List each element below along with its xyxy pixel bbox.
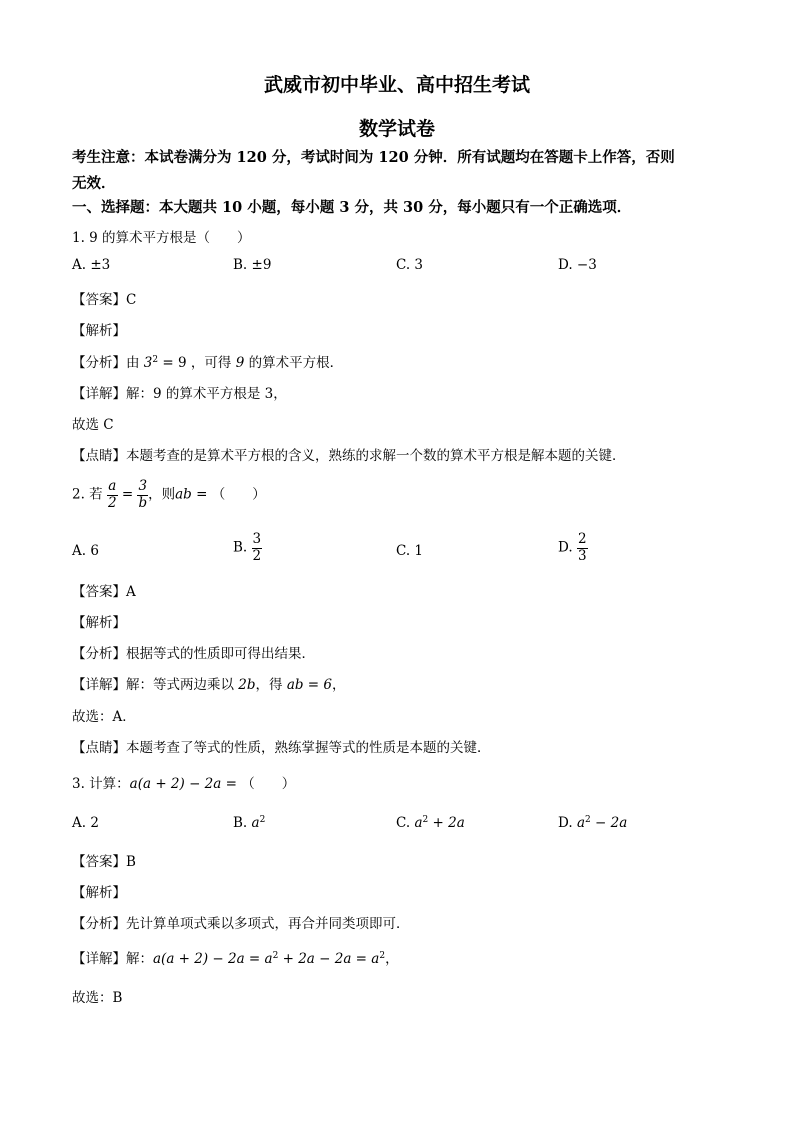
q1-option-d: D. −3 (558, 257, 597, 273)
q3-option-d (558, 815, 627, 831)
q1-analysis-exp: 2 (152, 355, 159, 365)
q2-stem (72, 480, 266, 510)
q1-answer-value: C (126, 292, 137, 308)
analysis-tag: 【分析】 (72, 916, 126, 932)
q3-option-d-exp: 2 (585, 815, 591, 825)
q2-stem-post: ，则 (148, 486, 176, 503)
q2-rhs-den: b (138, 494, 148, 511)
answer-tag: 【答案】 (72, 584, 126, 600)
q1-analysis-post: 的算术平方根． (244, 355, 344, 371)
q2-option-d-num: 2 (577, 531, 587, 547)
q3-option-c-rest: + 2a (428, 815, 465, 831)
q2-analysis (72, 642, 315, 662)
q3-detail-expr2: + 2a − 2a = a (278, 951, 380, 967)
q3-option-d-base: a (576, 815, 585, 831)
q1-solution-tag: 【解析】 (72, 323, 126, 339)
q3-detail-expr1: a(a + 2) − 2a = a (153, 951, 273, 967)
q2-solution-tag: 【解析】 (72, 615, 126, 631)
exam-subtitle: 数学试卷 (358, 118, 435, 140)
q3-option-d-rest: − 2a (590, 815, 628, 831)
q2-stem-pre: 2. 若 (72, 486, 103, 503)
q3-answer-value: B (126, 854, 136, 870)
q1-comment-text: 本题考查的是算术平方根的含义，熟练的求解一个数的算术平方根是解本题的关键． (126, 448, 626, 464)
q1-option-c: C. 3 (396, 257, 424, 273)
q3-answer (72, 850, 136, 870)
section-heading: 一、选择题：本大题共 10 小题，每小题 3 分，共 30 分，每小题只有一个正确选项． (72, 199, 632, 216)
q3-option-c-base: a (414, 815, 423, 831)
q1-analysis-base: 3 (143, 355, 153, 371)
q2-lhs-den: 2 (107, 494, 117, 511)
q2-option-a: A. 6 (72, 543, 99, 559)
q2-detail-factor: 2b (238, 677, 256, 693)
q1-conclusion: 故选 C (72, 417, 114, 433)
notice-line-1: 考生注意：本试卷满分为 120 分，考试时间为 120 分钟．所有试题均在答题卡上作答，否则 (72, 149, 675, 166)
q3-solution-tag: 【解析】 (72, 885, 126, 901)
q2-lhs-fraction (107, 480, 118, 510)
q1-option-b: B. ±9 (233, 257, 272, 273)
q1-comment (72, 444, 626, 464)
q3-option-b (233, 815, 265, 831)
q3-option-c-exp: 2 (422, 815, 429, 825)
q3-stem (72, 772, 295, 792)
q1-option-a: A. ±3 (72, 257, 111, 273)
detail-tag: 【详解】 (72, 386, 126, 402)
q2-option-d-den: 3 (577, 547, 587, 564)
analysis-tag: 【分析】 (72, 646, 126, 662)
q3-analysis (72, 912, 410, 932)
q3-option-b-exp: 2 (259, 815, 266, 825)
q2-detail-post: ， (332, 677, 346, 693)
q3-option-b-base: a (251, 815, 260, 831)
q3-detail-exp1: 2 (272, 951, 279, 961)
comment-tag: 【点睛】 (72, 448, 126, 464)
q2-option-b-label: B. (233, 539, 248, 556)
q3-detail-pre: 解： (126, 951, 153, 967)
q2-option-b-fraction (252, 533, 263, 563)
q2-conclusion: 故选：A． (72, 709, 136, 725)
q2-stem-var: ab (175, 486, 192, 503)
detail-tag: 【详解】 (72, 951, 126, 967)
q3-detail-post: ， (385, 951, 399, 967)
q3-stem-expr: a(a + 2) − 2a (129, 776, 222, 792)
q2-option-d-label: D. (558, 539, 573, 556)
q3-conclusion: 故选：B (72, 990, 123, 1006)
q2-option-b (233, 533, 262, 563)
q3-stem-end: = （ ） (221, 776, 296, 792)
detail-tag: 【详解】 (72, 677, 126, 693)
answer-tag: 【答案】 (72, 292, 126, 308)
q2-answer (72, 580, 136, 600)
q2-option-c: C. 1 (396, 543, 424, 559)
q1-detail (72, 382, 287, 402)
q2-option-b-den: 2 (252, 547, 262, 564)
q2-option-d (558, 533, 588, 563)
q3-option-d-label: D. (558, 815, 573, 831)
q2-rhs-num: 3 (138, 478, 148, 494)
analysis-tag: 【分析】 (72, 355, 126, 371)
q1-stem: 1. 9 的算术平方根是（ ） (72, 230, 251, 246)
q2-option-d-fraction (577, 533, 588, 563)
q3-option-c (396, 815, 465, 831)
comment-tag: 【点睛】 (72, 740, 126, 756)
q3-option-a: A. 2 (72, 815, 99, 831)
notice-line-2: 无效． (72, 175, 116, 192)
q1-analysis-text: 由 (126, 355, 144, 371)
exam-title: 武威市初中毕业、高中招生考试 (263, 74, 530, 96)
q1-analysis (72, 351, 343, 371)
q2-lhs-num: a (108, 478, 117, 494)
q2-analysis-text: 根据等式的性质即可得出结果． (126, 646, 315, 662)
q2-detail-mid: ，得 (255, 677, 287, 693)
q2-detail-expr: ab = 6 (286, 677, 333, 693)
q2-comment-text: 本题考查了等式的性质，熟练掌握等式的性质是本题的关键． (126, 740, 491, 756)
q3-option-c-label: C. (396, 815, 411, 831)
q3-detail-exp2: 2 (379, 951, 386, 961)
q2-rhs-fraction (137, 480, 148, 510)
q2-answer-value: A (126, 584, 136, 600)
q3-detail (72, 947, 399, 967)
q1-detail-text: 解：9 的算术平方根是 3， (126, 386, 287, 402)
q3-option-b-label: B. (233, 815, 248, 831)
answer-tag: 【答案】 (72, 854, 126, 870)
q1-answer (72, 288, 136, 308)
q2-comment (72, 736, 491, 756)
q2-option-b-num: 3 (252, 531, 262, 547)
q1-analysis-mid: = 9 ，可得 (158, 355, 236, 371)
q2-detail (72, 673, 346, 693)
q3-stem-pre: 3. 计算： (72, 776, 130, 792)
q2-stem-end: = （ ） (191, 486, 266, 503)
q1-analysis-num: 9 (235, 355, 245, 371)
q2-detail-pre: 解：等式两边乘以 (126, 677, 239, 693)
q2-eq: = (117, 486, 138, 503)
q3-analysis-text: 先计算单项式乘以多项式，再合并同类项即可． (126, 916, 410, 932)
